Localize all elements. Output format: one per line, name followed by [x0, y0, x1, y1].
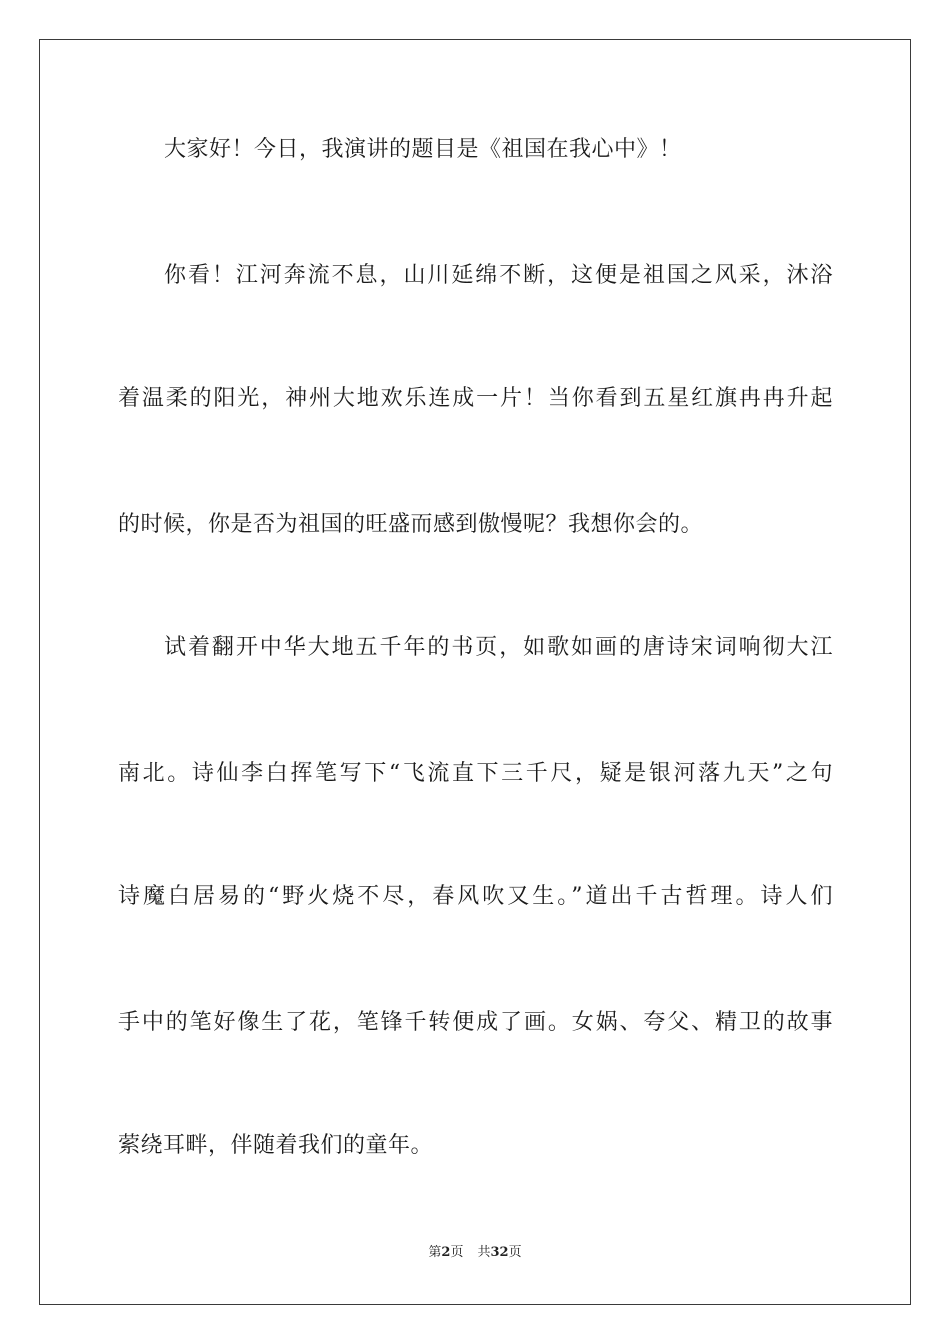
paragraph-3-line-3: 诗魔白居易的“野火烧不尽，春风吹又生。”道出千古哲理。诗人们	[118, 884, 833, 909]
paragraph-2-line-2: 着温柔的阳光，神州大地欢乐连成一片！当你看到五星红旗冉冉升起	[118, 386, 833, 411]
page-number-prefix: 第	[428, 1245, 442, 1260]
paragraph-3-line-1: 试着翻开中华大地五千年的书页，如歌如画的唐诗宋词响彻大江	[164, 635, 833, 660]
page-total-count: 32	[490, 1245, 509, 1260]
paragraph-2-line-3: 的时候，你是否为祖国的旺盛而感到傲慢呢？我想你会的。	[118, 512, 704, 537]
paragraph-1-line-1: 大家好！今日，我演讲的题目是《祖国在我心中》！	[164, 137, 682, 162]
page-total-suffix: 页	[508, 1245, 522, 1260]
page-footer	[0, 1243, 950, 1263]
paragraph-3-line-4: 手中的笔好像生了花，笔锋千转便成了画。女娲、夸父、精卫的故事	[118, 1010, 833, 1035]
paragraph-3-line-5: 萦绕耳畔，伴随着我们的童年。	[118, 1133, 434, 1158]
paragraph-2-line-1: 你看！江河奔流不息，山川延绵不断，这便是祖国之风采，沐浴	[164, 263, 833, 288]
paragraph-3-line-2: 南北。诗仙李白挥笔写下“飞流直下三千尺，疑是银河落九天”之句	[118, 761, 833, 786]
page-number-suffix: 页	[450, 1245, 464, 1260]
page-number-current: 2	[441, 1245, 451, 1260]
page-border	[39, 39, 911, 1305]
page-total-prefix: 共	[477, 1245, 491, 1260]
